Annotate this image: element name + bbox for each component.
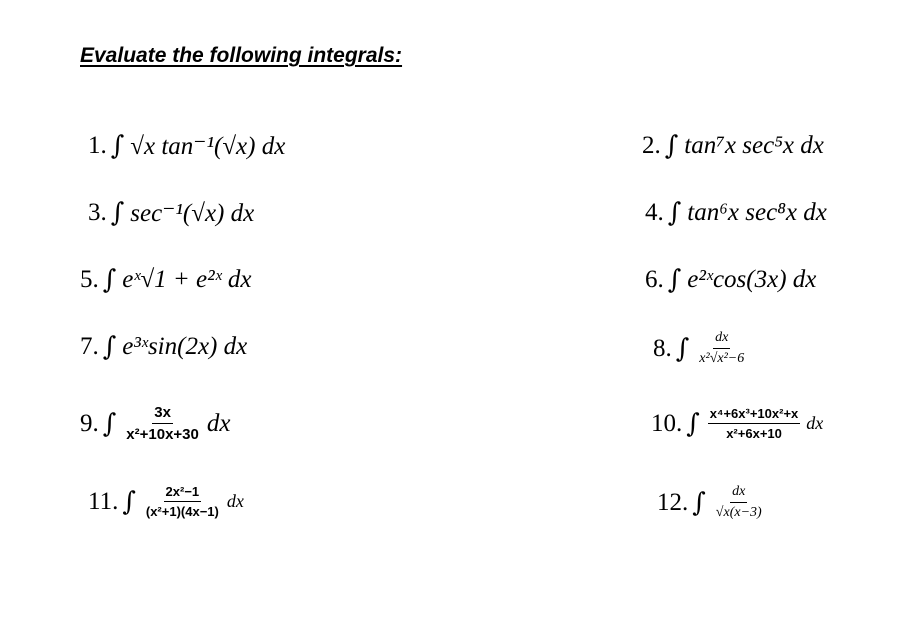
numerator: 2x²−1 [164,484,202,502]
fraction [124,404,201,443]
problem-5 [80,265,252,295]
problem-1 [88,131,285,161]
problem-number: 2. [642,132,661,159]
denominator: x²+10x+30 [126,426,199,443]
numerator: x⁴+6x³+10x²+x [708,406,800,424]
integral-sign-icon: ∫ [686,408,700,439]
problem-number: 9. [80,409,99,437]
integral-sign-icon: ∫ [110,131,125,161]
integral-sign-icon: ∫ [675,333,690,364]
problem-number: 5. [80,266,99,293]
problem-number: 8. [653,334,672,362]
problem-number: 1. [88,132,107,159]
integral-sign-icon: ∫ [664,131,679,161]
integral-sign-icon: ∫ [667,198,682,228]
integral-sign-icon: ∫ [102,265,117,295]
fraction [708,406,800,441]
numerator: dx [713,330,730,349]
integrand: tan⁶x sec⁸x dx [687,199,827,226]
numerator: dx [730,484,747,503]
problem-12 [657,484,766,521]
differential: dx [206,409,231,437]
denominator: x²√x²−6 [699,351,745,366]
denominator: x²+6x+10 [726,426,782,441]
fraction [714,484,764,521]
problem-number: 12. [657,488,689,516]
numerator: 3x [152,404,173,424]
integrand: eˣ√1 + e²ˣ dx [122,266,252,293]
problem-4 [645,198,827,228]
problem-3 [88,198,254,228]
problem-number: 3. [88,199,107,226]
problem-number: 10. [651,409,683,437]
fraction [697,330,746,367]
integral-sign-icon: ∫ [692,487,706,518]
integrand: √x tan⁻¹(√x) dx [130,133,286,160]
integrand: tan⁷x sec⁵x dx [684,132,824,159]
page-title: Evaluate the following integrals: [80,44,403,67]
integrand: sec⁻¹(√x) dx [130,200,255,227]
problem-7 [80,332,247,362]
problem-number: 6. [645,266,664,293]
integral-sign-icon: ∫ [102,332,117,362]
problem-8 [653,330,748,367]
fraction [144,484,221,519]
integrand: e³ˣsin(2x) dx [122,333,248,360]
problem-11 [88,484,244,519]
problem-6 [645,265,816,295]
problem-9 [80,404,230,443]
integral-sign-icon: ∫ [110,198,125,228]
denominator: √x(x−3) [715,505,762,520]
problem-number: 11. [88,487,119,515]
integrand: e²ˣcos(3x) dx [687,266,817,293]
differential: dx [226,491,244,511]
problem-number: 7. [80,333,99,360]
problem-2 [642,131,824,161]
differential: dx [806,413,824,433]
denominator: (x²+1)(4x−1) [145,504,219,519]
integral-sign-icon: ∫ [122,486,136,517]
problem-10 [651,406,823,441]
problem-number: 4. [645,199,664,226]
integral-sign-icon: ∫ [102,408,117,439]
integral-sign-icon: ∫ [667,265,682,295]
